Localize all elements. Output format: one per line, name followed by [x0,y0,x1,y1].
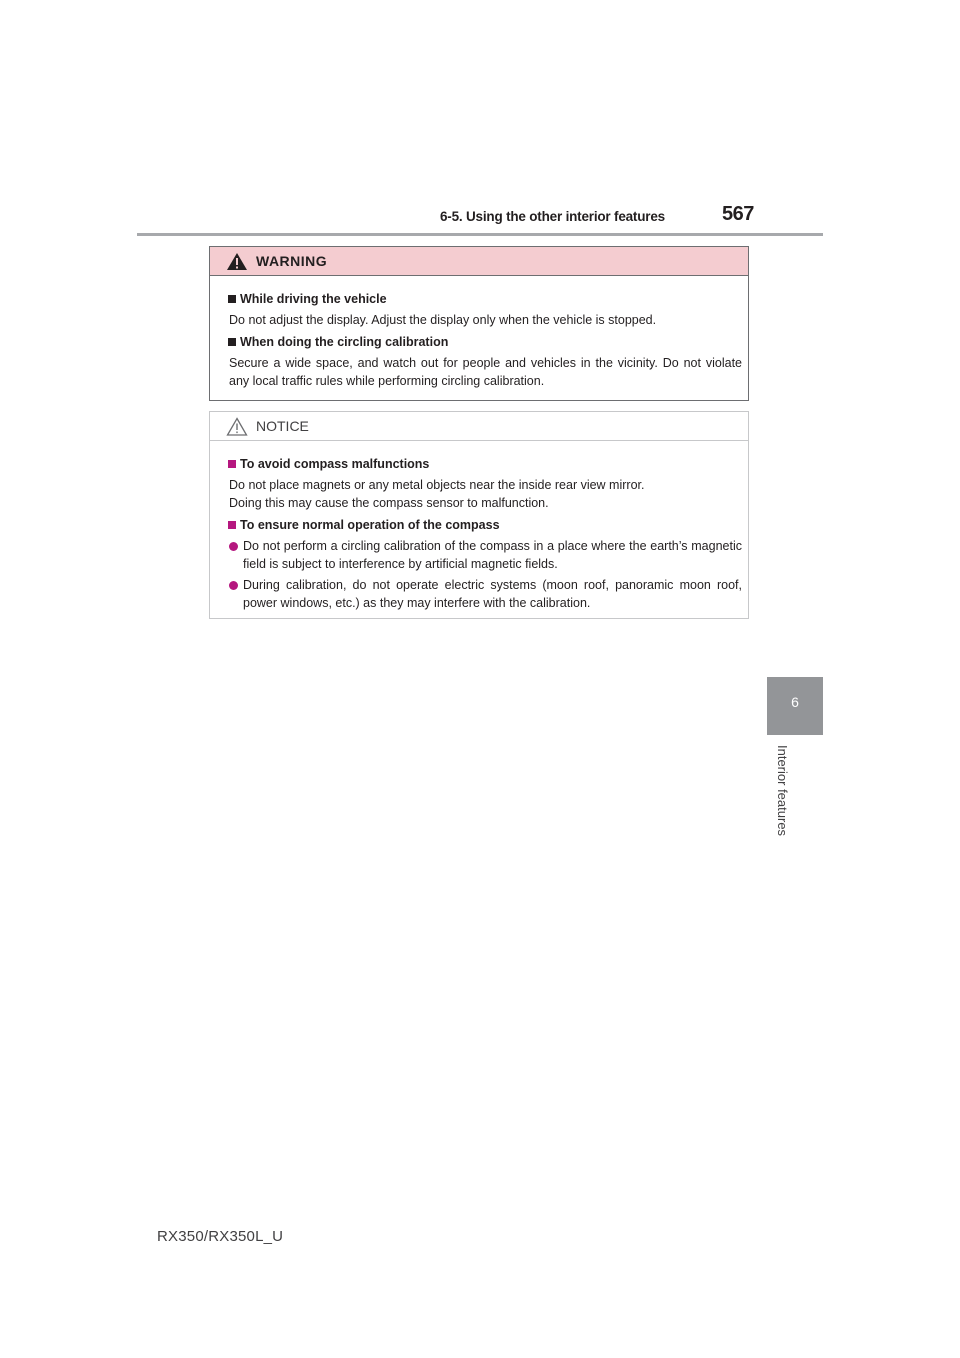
warning-item-heading [228,333,742,351]
warning-body [210,276,748,390]
notice-item-1-line-2: Doing this may cause the compass sensor to malfunction. [229,496,549,510]
notice-item-1-line-1: Do not place magnets or any metal objects near the inside rear view mirror. [229,478,645,492]
square-bullet-icon [228,295,236,303]
warning-item-2-text: Secure a wide space, and watch out for people and vehicles in the vicinity. Do not violate any local traffic rules while performing circling calibration. [229,356,742,388]
warning-triangle-icon [226,252,248,271]
notice-header [210,412,748,441]
warning-header [210,247,748,276]
notice-bullet-2-text: During calibration, do not operate electric systems (moon roof, panoramic moon roof, power windows, etc.) as they may interfere with the calibration. [243,578,742,610]
circle-bullet-icon [229,542,238,551]
notice-item-heading [228,455,742,473]
chapter-tab [767,677,823,735]
notice-triangle-icon [226,417,248,436]
notice-bullet [228,537,742,573]
notice-bullet-1-text: Do not perform a circling calibration of the compass in a place where the earth’s magnetic field is subject to interference by artificial magnetic fields. [243,539,742,571]
notice-body [210,441,748,612]
chapter-label: Interior features [775,745,790,837]
warning-title: WARNING [256,253,328,269]
header-rule [137,233,823,236]
warning-item-2-heading: When doing the circling calibration [240,335,449,349]
header-section-title: 6-5. Using the other interior features [440,209,665,224]
page-number: 567 [722,203,754,225]
square-bullet-icon [228,521,236,529]
warning-item-heading [228,290,742,308]
circle-bullet-icon [229,581,238,590]
notice-title: NOTICE [256,418,309,434]
warning-box [209,246,749,401]
square-bullet-icon [228,338,236,346]
notice-item-2-heading: To ensure normal operation of the compass [240,518,500,532]
notice-box [209,411,749,619]
square-bullet-icon [228,460,236,468]
notice-item-1-heading: To avoid compass malfunctions [240,457,430,471]
warning-item-1-heading: While driving the vehicle [240,292,387,306]
footer-model: RX350/RX350L_U [157,1228,284,1245]
notice-bullet [228,576,742,612]
warning-item-1-text: Do not adjust the display. Adjust the display only when the vehicle is stopped. [229,313,657,327]
chapter-number: 6 [791,694,799,710]
notice-item-heading [228,516,742,534]
